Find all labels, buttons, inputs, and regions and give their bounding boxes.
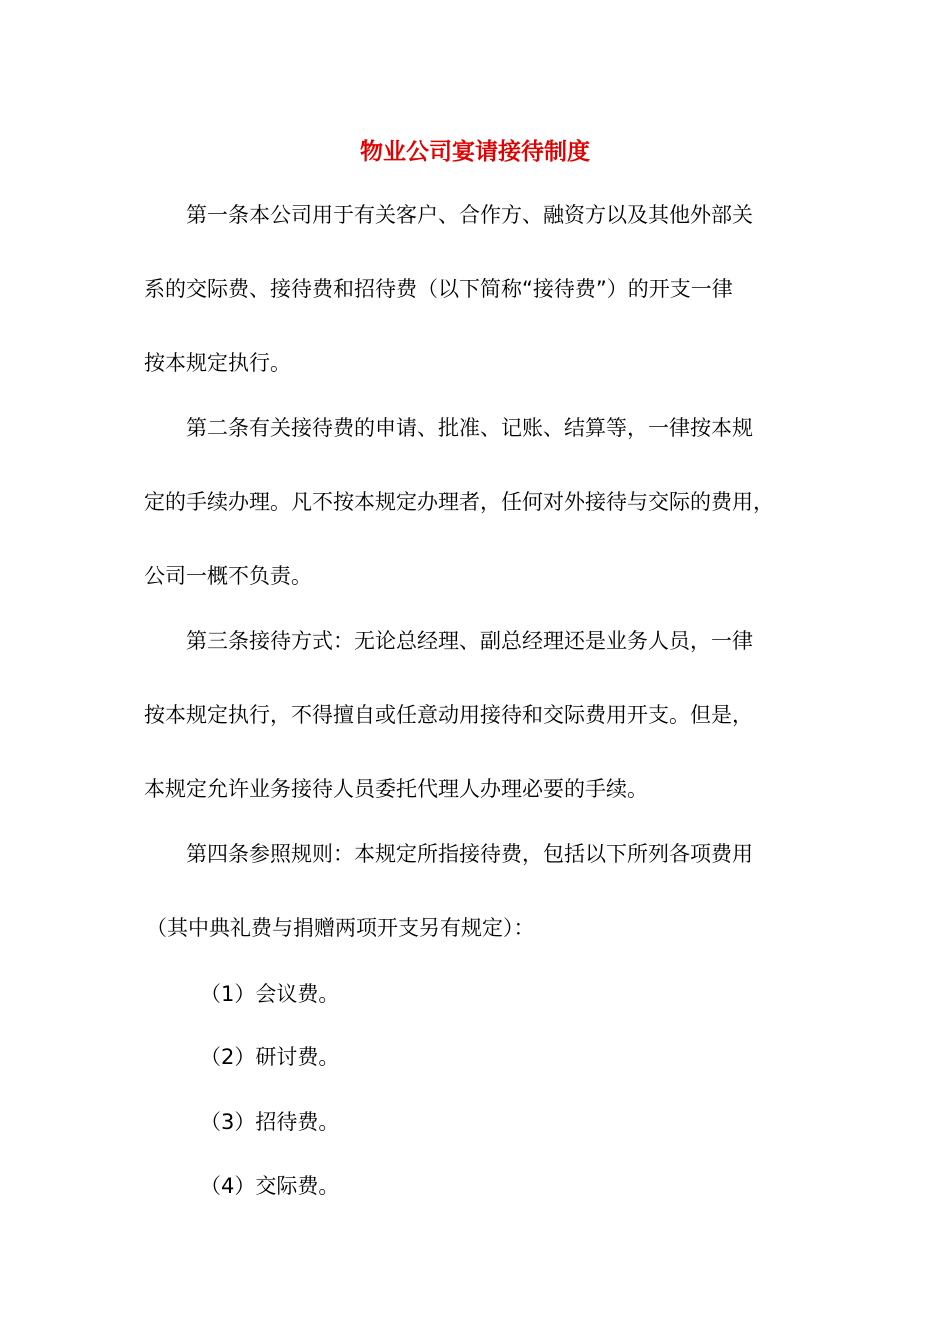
article-4-line-2: （其中典礼费与捐赠两项开支另有规定）： [146, 916, 535, 940]
list-item-3: （3）招待费。 [200, 1110, 340, 1134]
list-item-1: （1）会议费。 [200, 982, 340, 1006]
article-2-line-2: 定的手续办理。凡不按本规定办理者，任何对外接待与交际的费用， [144, 490, 774, 514]
article-1-line-2: 系的交际费、接待费和招待费（以下简称“接待费”）的开支一律 [144, 277, 733, 301]
article-2-line-3: 公司一概不负责。 [144, 564, 312, 588]
document-title: 物业公司宴请接待制度 [360, 139, 590, 165]
article-1-line-1: 第一条本公司用于有关客户、合作方、融资方以及其他外部关 [186, 203, 753, 227]
article-4-line-1: 第四条参照规则：本规定所指接待费，包括以下所列各项费用 [186, 842, 753, 866]
list-item-4: （4）交际费。 [200, 1174, 340, 1198]
article-3-line-3: 本规定允许业务接待人员委托代理人办理必要的手续。 [144, 777, 648, 801]
list-item-2: （2）研讨费。 [200, 1045, 340, 1069]
article-1-line-3: 按本规定执行。 [144, 351, 291, 375]
article-2-line-1: 第二条有关接待费的申请、批准、记账、结算等，一律按本规 [186, 416, 753, 440]
article-3-line-1: 第三条接待方式：无论总经理、副总经理还是业务人员，一律 [186, 629, 753, 653]
article-3-line-2: 按本规定执行，不得擅自或任意动用接待和交际费用开支。但是， [144, 703, 753, 727]
